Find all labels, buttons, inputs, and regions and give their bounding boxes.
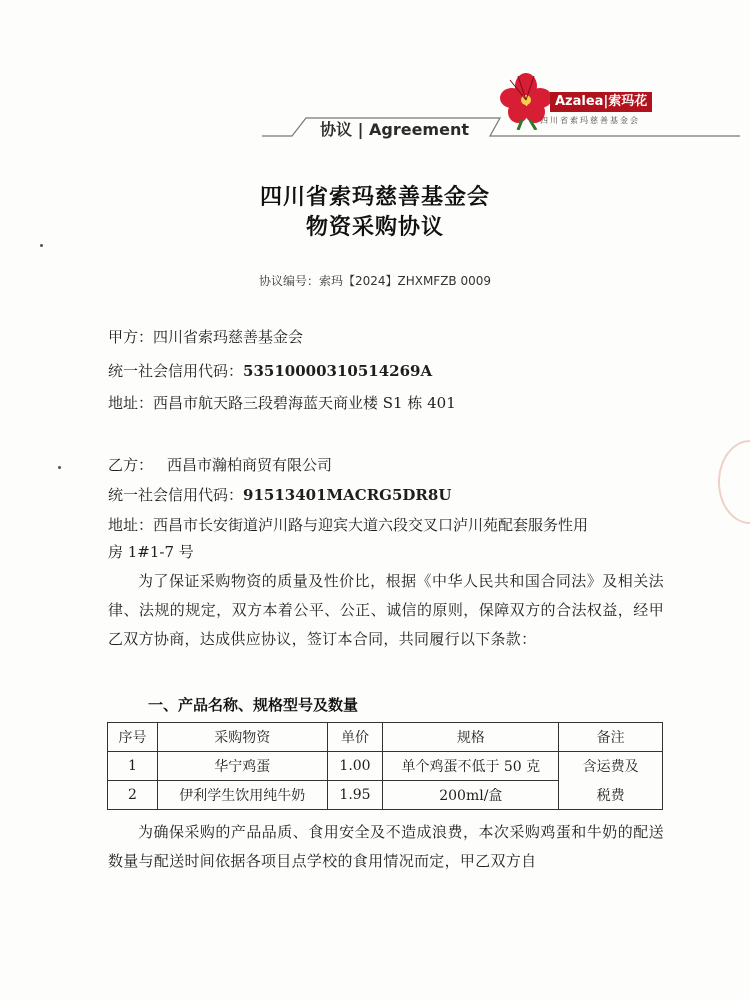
party-a-name-label: 甲方： — [108, 328, 154, 346]
party-b-name-value: 西昌市瀚柏商贸有限公司 — [167, 456, 333, 474]
party-b-name-label: 乙方： — [108, 456, 154, 474]
party-a-addr-label: 地址： — [108, 394, 154, 412]
header-cell-remark: 备注 — [559, 723, 663, 752]
header-cell-price: 单价 — [327, 723, 383, 752]
party-b-credit-code — [108, 484, 451, 505]
closing-paragraph: 为确保采购的产品品质、食用安全及不造成浪费，本次采购鸡蛋和牛奶的配送数量与配送时间依据各项目点学校的食用情况而定，甲乙双方自 — [108, 823, 664, 870]
party-b-address-line2: 房 1#1-7 号 — [108, 543, 194, 561]
party-a-addr-value: 西昌市航天路三段碧海蓝天商业楼 S1 栋 401 — [153, 394, 456, 412]
cell-index: 1 — [108, 752, 158, 781]
party-b-code-value: 91513401MACRG5DR8U — [243, 486, 452, 504]
table-row — [108, 781, 663, 810]
agreement-header — [262, 113, 740, 137]
intro-paragraph: 为了保证采购物资的质量及性价比，根据《中华人民共和国合同法》及相关法律、法规的规定，双方本着公平、公正、诚信的原则，保障双方的合法权益，经甲乙双方协商，达成供应协议，签订本合同，共同履行以下条款： — [108, 572, 664, 648]
cell-spec: 200ml/盒 — [383, 781, 559, 810]
section-1-title: 一、产品名称、规格型号及数量 — [148, 696, 359, 714]
party-b-addr-value-line1: 西昌市长安街道泸川路与迎宾大道六段交叉口泸川苑配套服务性用 — [153, 516, 589, 534]
page-title-line1: 四川省索玛慈善基金会 — [259, 185, 490, 210]
agreement-header-label: 协议 | Agreement — [320, 120, 469, 139]
cell-spec: 单个鸡蛋不低于 50 克 — [383, 752, 559, 781]
header-cell-index: 序号 — [108, 723, 158, 752]
product-table — [107, 722, 663, 810]
party-a-credit-code — [108, 360, 432, 381]
party-b-code-label: 统一社会信用代码： — [108, 486, 244, 504]
party-b-name — [108, 454, 332, 475]
table-row — [108, 752, 663, 781]
cell-item: 伊利学生饮用纯牛奶 — [157, 781, 327, 810]
seal-stamp-edge — [718, 440, 750, 524]
party-a-code-label: 统一社会信用代码： — [108, 362, 244, 380]
agreement-number: 协议编号：索玛【2024】ZHXMFZB 0009 — [258, 274, 492, 288]
cell-remark-line1: 含运费及 — [559, 752, 663, 781]
cell-remark-line2: 税费 — [559, 781, 663, 810]
logo-brand: Azalea|索玛花 — [550, 92, 652, 112]
logo-subtitle: 四川省索玛慈善基金会 — [540, 116, 640, 125]
header-cell-spec: 规格 — [383, 723, 559, 752]
party-b-address — [108, 514, 588, 535]
scan-speck — [40, 244, 43, 247]
scan-speck — [58, 466, 61, 469]
party-a-code-value: 53510000310514269A — [243, 362, 433, 380]
cell-price: 1.95 — [327, 781, 383, 810]
table-header-row — [108, 723, 663, 752]
party-b-addr-label: 地址： — [108, 516, 154, 534]
page-title-line2: 物资采购协议 — [305, 215, 444, 240]
cell-item: 华宁鸡蛋 — [157, 752, 327, 781]
cell-price: 1.00 — [327, 752, 383, 781]
header-cell-item: 采购物资 — [157, 723, 327, 752]
party-a-name-value: 四川省索玛慈善基金会 — [153, 328, 304, 346]
party-a-name — [108, 326, 303, 347]
party-a-address — [108, 392, 456, 413]
cell-index: 2 — [108, 781, 158, 810]
